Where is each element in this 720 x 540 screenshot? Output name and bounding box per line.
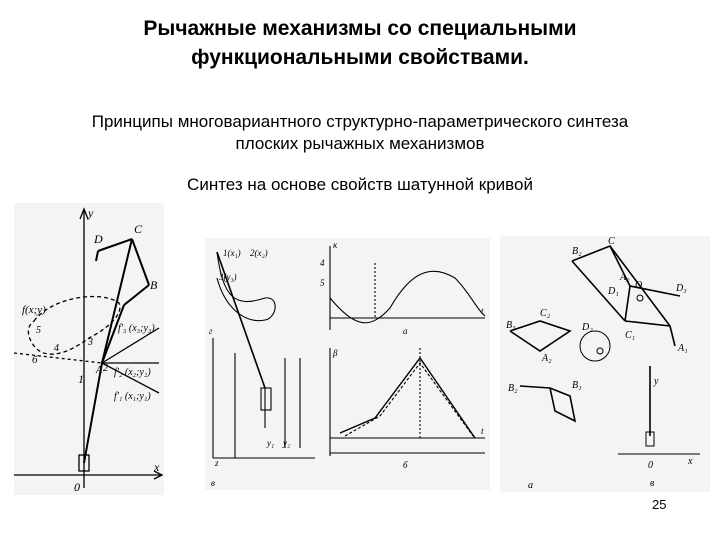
fig2-label-t1: t <box>481 306 484 316</box>
fig1-label-4: 4 <box>54 343 59 354</box>
fig1-label-f1: f'₁ (x₁;y₁) <box>114 391 151 402</box>
fig2-label-a: а <box>403 326 408 336</box>
fig1-label-A: A <box>96 365 103 376</box>
figure-linkage-coupler-curve <box>14 203 164 495</box>
fig1-label-origin: 0 <box>74 480 80 494</box>
fig3-label-Bz: B₂ <box>508 383 518 394</box>
slide-title <box>60 14 660 72</box>
fig2-label-p2: 2(x₂) <box>250 248 268 258</box>
fig3-label-B3: B₃ <box>506 320 516 331</box>
figure-linkage-variants <box>500 236 710 492</box>
fig2-label-p3: 3(y₃) <box>219 272 237 282</box>
fig1-label-C: C <box>134 222 143 236</box>
fig3-label-x: x <box>688 456 693 467</box>
fig2-label-p1: 1(x₁) <box>223 248 241 258</box>
fig3-label-A3: A₂ <box>542 353 552 364</box>
subtitle-line-2: плоских рычажных механизмов <box>235 134 485 153</box>
fig2-label-y2: y₂ <box>283 438 291 448</box>
page-number: 25 <box>652 497 667 512</box>
fig1-label-x: x <box>154 460 160 474</box>
fig3-label-A2: A₂ <box>620 272 630 283</box>
fig1-label-6: б <box>32 354 38 366</box>
fig3-label-y: y <box>654 376 659 387</box>
fig3-label-O: O <box>635 280 643 291</box>
figure-1-drawing <box>14 203 164 495</box>
synthesis-heading: Синтез на основе свойств шатунной кривой <box>187 175 533 194</box>
fig3-label-D2: D₂ <box>582 322 593 333</box>
fig2-label-b: б <box>403 460 408 470</box>
fig2-label-kappa: κ <box>333 240 338 250</box>
fig3-label-a: а <box>528 480 533 491</box>
fig1-label-D: D <box>94 232 103 246</box>
figure-2-drawing <box>205 238 490 490</box>
fig2-label-v: в <box>211 478 215 488</box>
fig2-label-y1: y₁ <box>267 438 275 448</box>
fig3-label-B1b: B₁ <box>572 380 582 391</box>
title-line-1: Рычажные механизмы со специальными <box>143 17 577 40</box>
fig1-label-f3: f'₃ (x₃;y₃) <box>118 323 155 334</box>
fig2-label-beta: β <box>333 348 338 358</box>
fig3-label-D1: D₁ <box>608 286 619 297</box>
fig2-label-t2: t <box>481 426 484 436</box>
fig1-label-f2: f'₂ (x₂;y₂) <box>114 367 151 378</box>
fig1-label-y: y <box>88 206 94 220</box>
fig3-label-B2: B₂ <box>572 246 582 257</box>
slide-subtitle <box>20 111 700 155</box>
figure-3-drawing <box>500 236 710 492</box>
fig1-label-B: B <box>150 278 158 292</box>
figure-kinematic-graphs <box>205 238 490 490</box>
fig2-label-tick2: 5 <box>320 278 325 288</box>
fig2-label-g: г <box>209 326 213 336</box>
fig3-label-C: C <box>608 236 615 247</box>
fig3-label-C2: C₂ <box>540 308 551 319</box>
fig3-label-zero: 0 <box>648 460 653 471</box>
fig3-label-A1: A₁ <box>678 343 688 354</box>
fig1-label-curve: f(x;y) <box>22 304 46 316</box>
title-line-2: функциональными свойствами. <box>191 46 529 69</box>
fig1-label-2: 2 <box>103 363 108 374</box>
fig1-label-1: 1 <box>78 372 84 386</box>
fig1-label-5: 5 <box>36 325 41 336</box>
fig3-label-v: в <box>650 478 655 489</box>
fig1-label-3: 3 <box>88 337 93 348</box>
subtitle-line-1: Принципы многовариантного структурно-параметрического синтеза <box>91 112 629 131</box>
fig2-label-tick1: 4 <box>320 258 325 268</box>
fig2-label-z: z <box>215 458 219 468</box>
fig3-label-D3: D₃ <box>676 283 687 294</box>
fig3-label-C1: C₁ <box>625 330 636 341</box>
